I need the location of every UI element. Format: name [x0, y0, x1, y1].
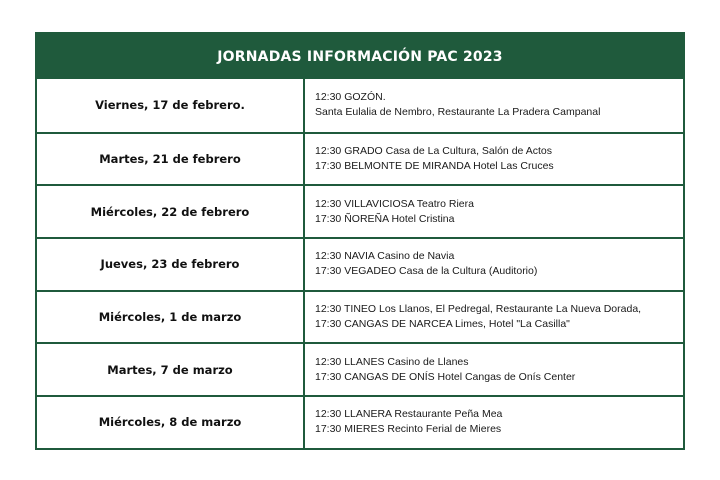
- events-cell: [305, 292, 683, 343]
- event-line: 17:30 BELMONTE DE MIRANDA Hotel Las Cruces: [315, 160, 554, 173]
- table-body: [37, 79, 683, 448]
- event-line: 12:30 LLANERA Restaurante Peña Mea: [315, 408, 503, 421]
- event-line: 12:30 VILLAVICIOSA Teatro Riera: [315, 197, 474, 210]
- event-line: 17:30 VEGADEO Casa de la Cultura (Auditorio): [315, 265, 538, 278]
- date-cell: Viernes, 17 de febrero.: [37, 79, 305, 132]
- event-line: 12:30 GRADO Casa de La Cultura, Salón de Actos: [315, 145, 552, 158]
- events-cell: [305, 186, 683, 237]
- table-row: [37, 132, 683, 185]
- event-line: 12:30 GOZÓN.: [315, 91, 386, 104]
- date-cell: Jueves, 23 de febrero: [37, 239, 305, 290]
- table-row: [37, 237, 683, 290]
- event-line: 17:30 CANGAS DE ONÍS Hotel Cangas de Onís Center: [315, 370, 576, 383]
- table-header: [37, 34, 683, 79]
- event-line: Santa Eulalia de Nembro, Restaurante La Pradera Campanal: [315, 106, 601, 119]
- date-cell: Miércoles, 8 de marzo: [37, 397, 305, 448]
- events-cell: [305, 239, 683, 290]
- event-line: 12:30 TINEO Los Llanos, El Pedregal, Restaurante La Nueva Dorada,: [315, 303, 642, 316]
- date-cell: Martes, 7 de marzo: [37, 344, 305, 395]
- schedule-table: [35, 32, 685, 450]
- event-line: 12:30 NAVIA Casino de Navia: [315, 250, 455, 263]
- event-line: 17:30 CANGAS DE NARCEA Limes, Hotel "La Casilla": [315, 318, 570, 331]
- date-cell: Miércoles, 1 de marzo: [37, 292, 305, 343]
- events-cell: [305, 79, 683, 132]
- table-row: [37, 395, 683, 448]
- event-line: 12:30 LLANES Casino de Llanes: [315, 355, 469, 368]
- table-row: [37, 79, 683, 132]
- event-line: 17:30 ÑOREÑA Hotel Cristina: [315, 212, 455, 225]
- table-title: JORNADAS INFORMACIÓN PAC 2023: [217, 48, 503, 65]
- date-cell: Martes, 21 de febrero: [37, 134, 305, 185]
- events-cell: [305, 397, 683, 448]
- table-row: [37, 342, 683, 395]
- table-row: [37, 290, 683, 343]
- event-line: 17:30 MIERES Recinto Ferial de Mieres: [315, 423, 502, 436]
- events-cell: [305, 344, 683, 395]
- date-cell: Miércoles, 22 de febrero: [37, 186, 305, 237]
- table-row: [37, 184, 683, 237]
- events-cell: [305, 134, 683, 185]
